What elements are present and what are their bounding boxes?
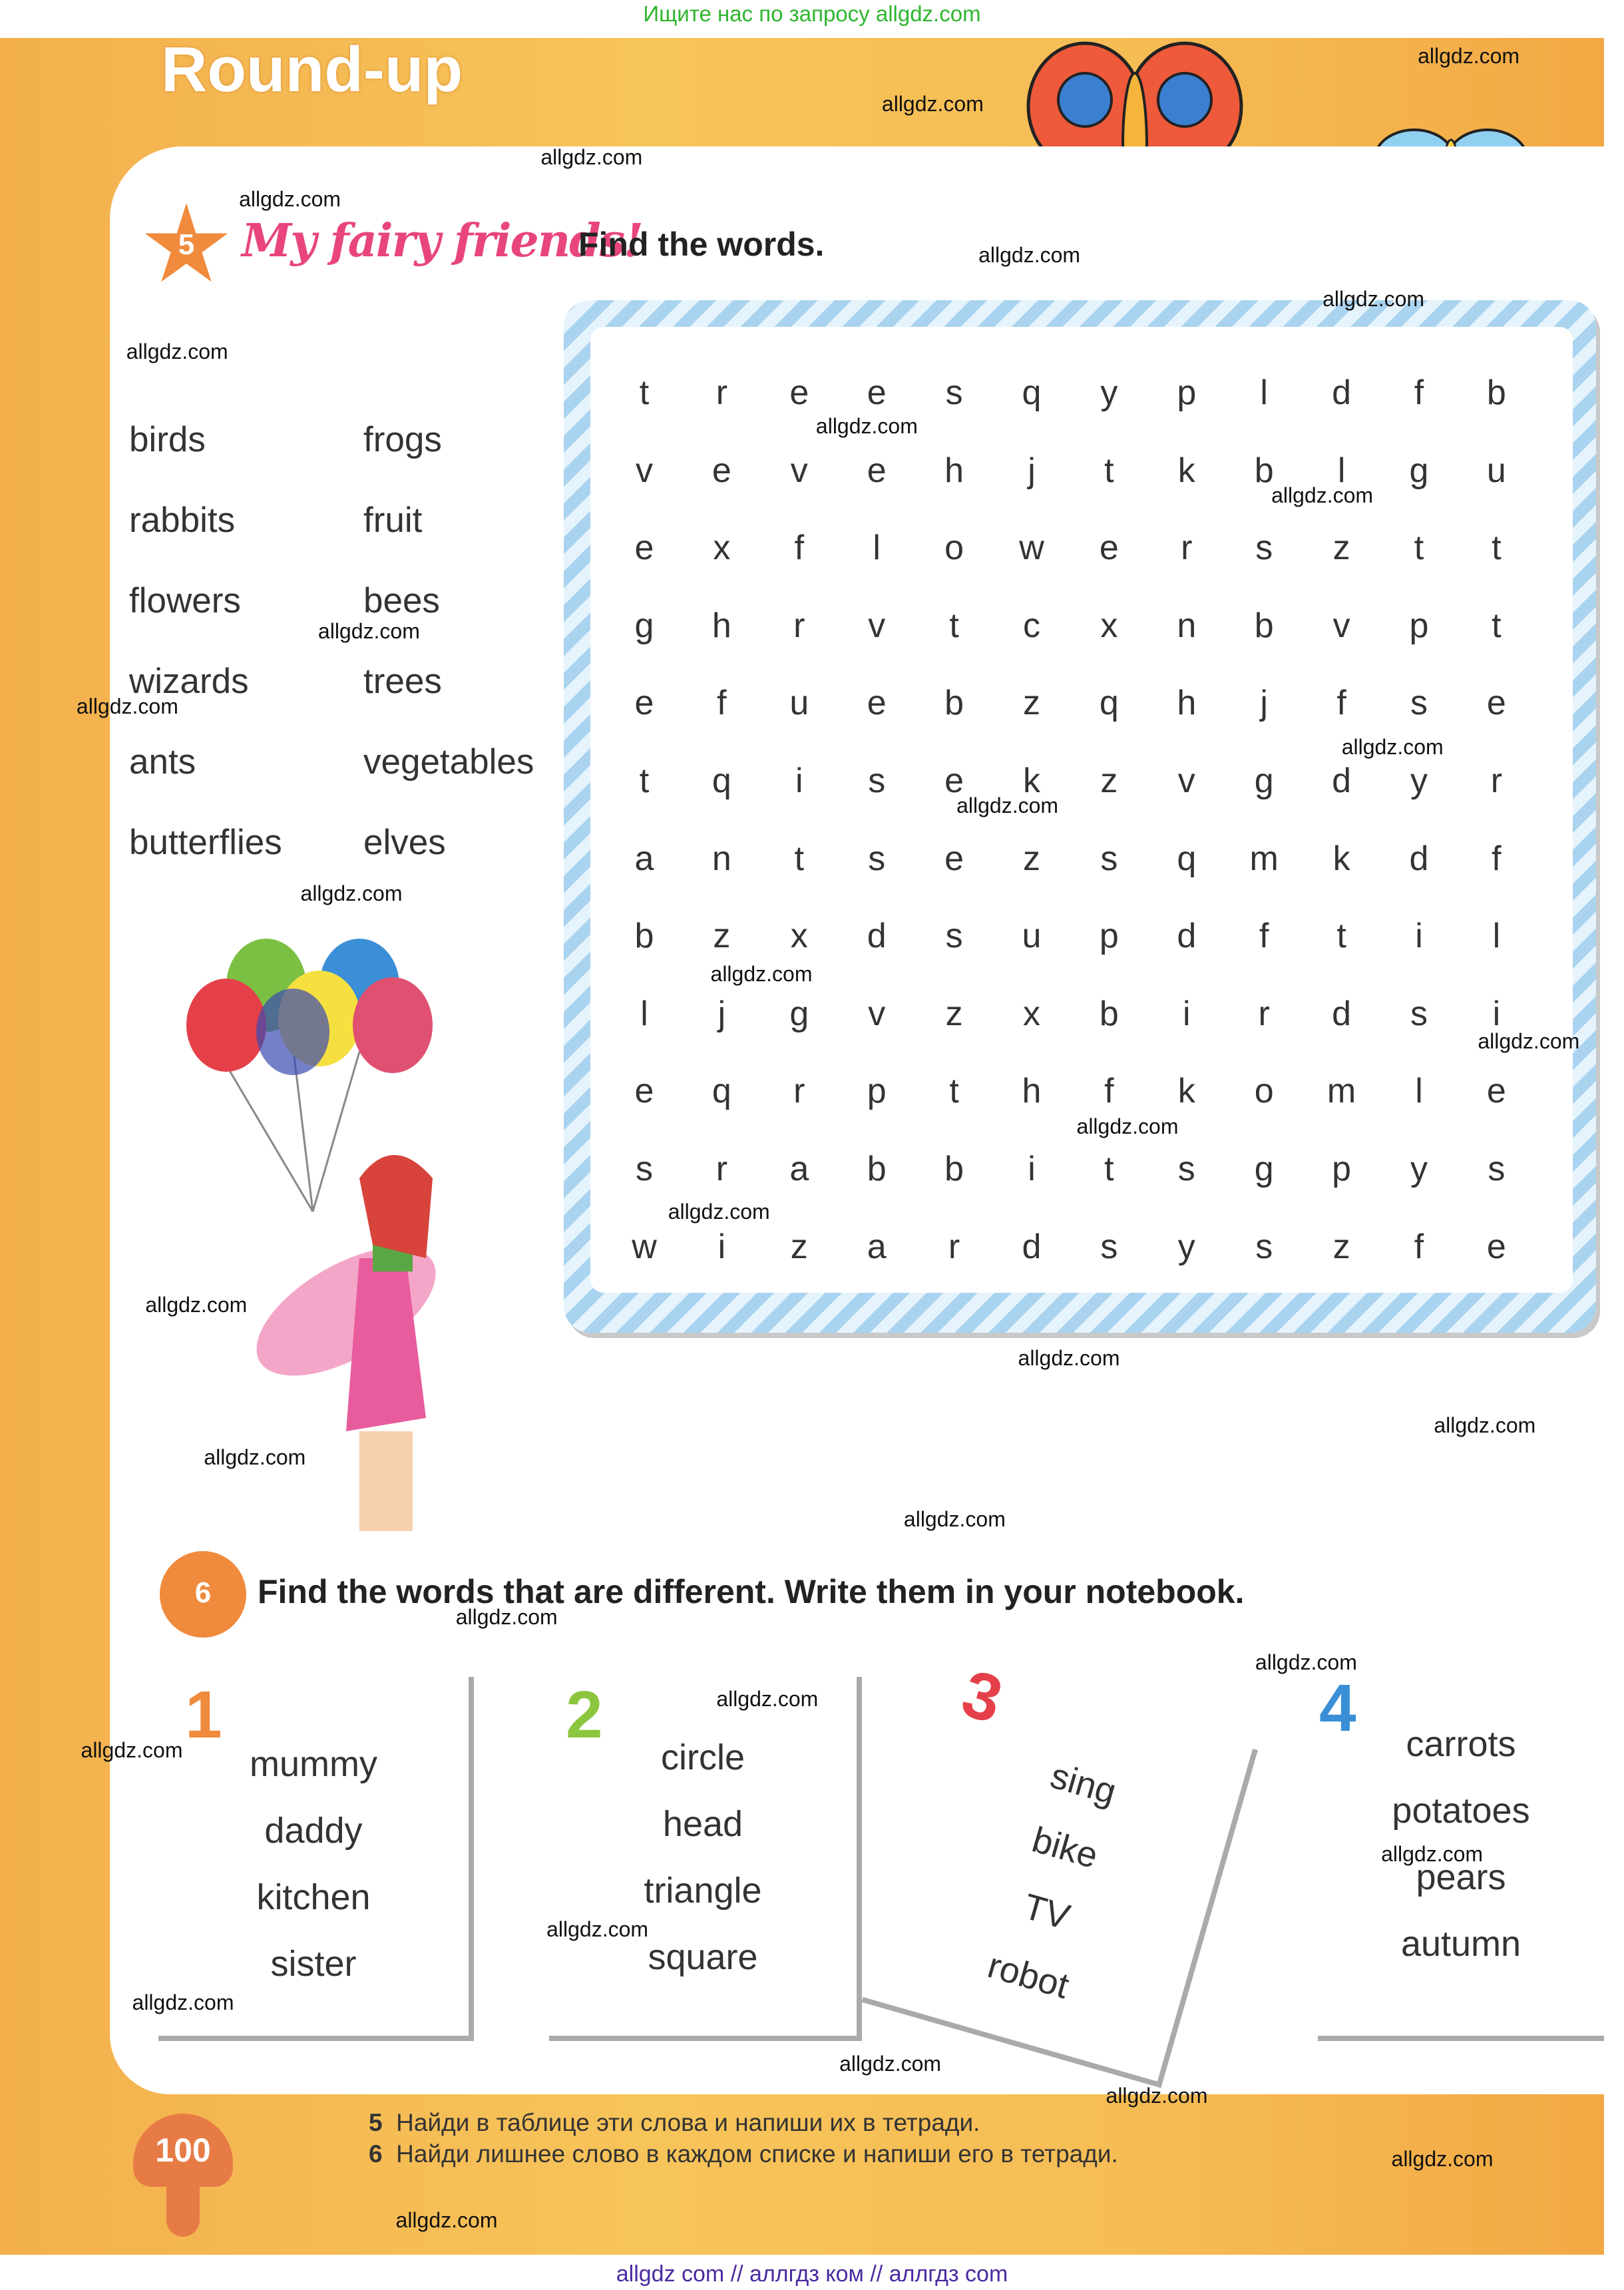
grid-letter: y (1177, 1227, 1195, 1266)
grid-letter: y (1410, 1150, 1428, 1188)
grid-letter: r (793, 606, 805, 645)
grid-letter: h (711, 606, 731, 645)
note-text: Найди в таблице эти слова и напиши их в тетради. (396, 2109, 980, 2136)
word-to-find: birds (129, 420, 206, 459)
footer-note-6 (369, 2138, 1118, 2170)
grid-letter: e (1099, 529, 1119, 568)
list-word: bike (1028, 1819, 1103, 1877)
grid-letter: t (639, 373, 650, 412)
grid-letter: v (790, 451, 808, 490)
list-word: sister (270, 1944, 357, 1984)
grid-letter: t (949, 606, 959, 645)
grid-letter: l (1260, 373, 1268, 412)
grid-letter: r (1490, 762, 1503, 800)
grid-letter: s (1255, 529, 1273, 568)
grid-letter: l (640, 994, 648, 1033)
grid-letter: q (1022, 373, 1042, 412)
grid-letter: s (1177, 1150, 1195, 1188)
word-to-find: elves (363, 823, 446, 862)
watermark: allgdz.com (317, 619, 420, 644)
grid-letter: d (1022, 1227, 1042, 1266)
grid-letter: s (1410, 994, 1428, 1033)
search-hint: Ищите нас по запросу allgdz.com (643, 1, 981, 26)
grid-letter: z (1023, 839, 1040, 878)
grid-letter: e (1486, 1072, 1506, 1111)
grid-letter: i (1492, 994, 1501, 1033)
watermark: allgdz.com (239, 187, 341, 212)
grid-letter: e (944, 839, 964, 878)
grid-letter: n (711, 839, 731, 878)
grid-letter: z (1100, 762, 1118, 800)
grid-letter: r (715, 373, 728, 412)
grid-letter: t (1414, 529, 1424, 568)
watermark: allgdz.com (956, 794, 1059, 818)
grid-letter: e (867, 451, 887, 490)
list-word: square (648, 1937, 758, 1977)
grid-letter: e (1486, 684, 1506, 723)
grid-letter: h (1177, 684, 1197, 723)
watermark: allgdz.com (81, 1738, 183, 1763)
watermark: allgdz.com (1255, 1650, 1357, 1675)
list-word: autumn (1400, 1924, 1522, 1964)
watermark: allgdz.com (668, 1199, 770, 1224)
word-to-find: trees (363, 662, 442, 701)
watermark: allgdz.com (1391, 2147, 1494, 2171)
grid-letter: t (1104, 451, 1114, 490)
grid-letter: i (1415, 917, 1423, 956)
watermark: allgdz.com (1434, 1413, 1536, 1437)
grid-letter: k (1177, 1072, 1195, 1111)
list-word: kitchen (256, 1877, 371, 1917)
grid-letter: f (1104, 1072, 1114, 1111)
list-word: pears (1416, 1857, 1506, 1897)
grid-letter: d (1332, 762, 1352, 800)
watermark: allgdz.com (1106, 2084, 1208, 2108)
grid-letter: b (867, 1150, 887, 1188)
word-to-find: flowers (129, 581, 241, 620)
grid-letter: r (793, 1072, 805, 1111)
grid-letter: c (1023, 606, 1040, 645)
grid-letter: t (1104, 1150, 1114, 1188)
grid-letter: v (1332, 606, 1350, 645)
list-word: mummy (250, 1744, 377, 1784)
footer-notes (369, 2107, 1118, 2170)
grid-letter: p (867, 1072, 887, 1111)
grid-letter: g (789, 994, 809, 1033)
grid-letter: s (1410, 684, 1428, 723)
grid-letter: b (1099, 994, 1119, 1033)
grid-letter: l (873, 529, 881, 568)
word-to-find: rabbits (129, 501, 236, 540)
grid-letter: s (868, 762, 886, 800)
list-2 (549, 1677, 862, 2041)
watermark: allgdz.com (76, 694, 178, 718)
grid-letter: o (1254, 1072, 1274, 1111)
grid-letter: z (1332, 529, 1350, 568)
grid-letter: i (795, 762, 803, 800)
grid-letter: q (1099, 684, 1119, 723)
grid-letter: x (713, 529, 731, 568)
grid-letter: k (1332, 839, 1350, 878)
grid-letter: q (1177, 839, 1197, 878)
grid-letter: q (711, 762, 731, 800)
grid-letter: r (1258, 994, 1270, 1033)
list-1-number: 1 (185, 1678, 222, 1752)
grid-letter: j (1028, 451, 1036, 490)
grid-letter: h (944, 451, 964, 490)
list-word: potatoes (1392, 1791, 1530, 1831)
grid-letter: p (1177, 373, 1197, 412)
watermark: allgdz.com (716, 1687, 819, 1712)
watermark: allgdz.com (881, 92, 984, 116)
grid-letter: v (1177, 762, 1195, 800)
grid-letter: j (1260, 684, 1268, 723)
grid-letter: p (1409, 606, 1429, 645)
page-title: Round-up (161, 34, 463, 105)
watermark: allgdz.com (839, 2052, 942, 2076)
grid-letter: w (632, 1227, 657, 1266)
grid-letter: t (1336, 917, 1346, 956)
word-to-find: bees (363, 581, 440, 620)
watermark: allgdz.com (145, 1293, 248, 1317)
list-word: circle (660, 1737, 745, 1777)
grid-letter: r (715, 1150, 728, 1188)
grid-letter: e (867, 684, 887, 723)
word-to-find: butterflies (129, 823, 282, 862)
grid-letter: z (790, 1227, 808, 1266)
list-word: head (662, 1804, 743, 1844)
grid-letter: m (1326, 1072, 1356, 1111)
exercise-5-number: 5 (178, 228, 195, 261)
grid-letter: p (1099, 917, 1119, 956)
list-word: triangle (644, 1871, 762, 1911)
grid-letter: s (636, 1150, 653, 1188)
note-number: 6 (369, 2140, 383, 2168)
grid-letter: a (789, 1150, 809, 1188)
grid-letter: q (711, 1072, 731, 1111)
grid-letter: e (634, 1072, 654, 1111)
note-number: 5 (369, 2109, 383, 2136)
grid-letter: b (944, 1150, 964, 1188)
grid-letter: s (1100, 1227, 1118, 1266)
grid-letter: f (1336, 684, 1346, 723)
watermark: allgdz.com (903, 1506, 1006, 1531)
watermark: allgdz.com (1381, 1842, 1484, 1867)
word-to-find: wizards (129, 662, 249, 701)
list-2-number: 2 (566, 1678, 603, 1752)
list-4-number: 4 (1319, 1671, 1356, 1745)
exercise-6-instruction: Find the words that are different. Write them in your notebook. (258, 1573, 1245, 1610)
list-1 (158, 1677, 474, 2041)
grid-letter: k (1177, 451, 1195, 490)
list-word: sing (1046, 1755, 1121, 1813)
grid-letter: v (868, 606, 886, 645)
grid-letter: l (1492, 917, 1501, 956)
grid-letter: e (634, 529, 654, 568)
grid-letter: s (868, 839, 886, 878)
grid-letter: g (634, 606, 654, 645)
grid-letter: z (1332, 1227, 1350, 1266)
word-to-find: frogs (363, 420, 442, 459)
watermark: allgdz.com (1271, 483, 1374, 507)
grid-letter: p (1332, 1150, 1352, 1188)
grid-letter: d (1409, 839, 1429, 878)
grid-letter: f (1414, 1227, 1424, 1266)
grid-letter: y (1100, 373, 1118, 412)
grid-letter: e (711, 451, 731, 490)
word-to-find: fruit (363, 501, 423, 540)
list-word: robot (983, 1945, 1074, 2006)
watermark: allgdz.com (710, 962, 813, 987)
grid-letter: a (867, 1227, 887, 1266)
watermark: allgdz.com (815, 414, 918, 439)
note-text: Найди лишнее слово в каждом списке и напиши его в тетради. (396, 2140, 1118, 2168)
grid-letter: e (944, 762, 964, 800)
grid-letter: f (1414, 373, 1424, 412)
grid-letter: u (1486, 451, 1506, 490)
watermark: allgdz.com (132, 1990, 234, 2014)
grid-letter: s (945, 373, 963, 412)
grid-letter: t (639, 762, 650, 800)
grid-letter: d (1332, 373, 1352, 412)
grid-letter: e (634, 684, 654, 723)
grid-letter: e (1486, 1227, 1506, 1266)
grid-letter: k (1023, 762, 1040, 800)
grid-letter: x (1100, 606, 1118, 645)
grid-letter: z (1023, 684, 1040, 723)
word-to-find: vegetables (363, 742, 534, 782)
watermark: allgdz.com (1341, 735, 1444, 760)
grid-letter: b (944, 684, 964, 723)
grid-letter: n (1177, 606, 1197, 645)
mushroom-stem-icon (166, 2183, 200, 2237)
grid-letter: t (1492, 606, 1502, 645)
grid-letter: i (1028, 1150, 1036, 1188)
word-to-find: ants (129, 742, 196, 782)
grid-letter: x (790, 917, 808, 956)
grid-letter: b (1254, 451, 1274, 490)
watermark: allgdz.com (1322, 287, 1425, 311)
watermark: allgdz.com (204, 1445, 306, 1470)
watermark: allgdz.com (395, 2208, 498, 2233)
watermark: allgdz.com (1018, 1345, 1120, 1370)
grid-letter: f (794, 529, 805, 568)
grid-letter: b (1254, 606, 1274, 645)
grid-letter: l (1415, 1072, 1423, 1111)
grid-letter: e (867, 373, 887, 412)
grid-letter: t (1492, 529, 1502, 568)
grid-letter: d (867, 917, 887, 956)
bottom-watermark-note: allgdz com // аллгдз ком // аллгдз com (616, 2261, 1008, 2287)
grid-letter: g (1254, 762, 1274, 800)
grid-letter: z (945, 994, 963, 1033)
grid-letter: t (949, 1072, 959, 1111)
watermark: allgdz.com (546, 1917, 649, 1941)
grid-letter: d (1177, 917, 1197, 956)
grid-letter: f (717, 684, 727, 723)
watermark: allgdz.com (455, 1605, 558, 1629)
grid-letter: w (1019, 529, 1044, 568)
watermark: allgdz.com (126, 340, 228, 364)
grid-letter: u (1022, 917, 1042, 956)
grid-letter: t (794, 839, 805, 878)
grid-letter: u (789, 684, 809, 723)
grid-letter: j (717, 994, 726, 1033)
list-word: TV (1019, 1886, 1075, 1938)
grid-letter: s (1488, 1150, 1506, 1188)
list-3-number: 3 (954, 1656, 1010, 1738)
grid-letter: v (868, 994, 886, 1033)
page-number: 100 (133, 2114, 233, 2187)
watermark: allgdz.com (1076, 1114, 1179, 1138)
grid-letter: b (1486, 373, 1506, 412)
grid-letter: f (1492, 839, 1502, 878)
watermark: allgdz.com (1478, 1029, 1580, 1054)
watermark: allgdz.com (300, 881, 403, 906)
watermark: allgdz.com (1418, 43, 1520, 68)
grid-letter: a (634, 839, 654, 878)
grid-letter: d (1332, 994, 1352, 1033)
grid-letter: v (636, 451, 653, 490)
grid-letter: i (717, 1227, 726, 1266)
list-word: daddy (264, 1811, 363, 1851)
grid-letter: z (713, 917, 731, 956)
grid-letter: r (948, 1227, 960, 1266)
exercise-6-number: 6 (194, 1576, 212, 1609)
list-word: carrots (1406, 1724, 1516, 1764)
exercise-5-instruction: Find the words. (578, 226, 825, 263)
grid-letter: e (789, 373, 809, 412)
grid-letter: r (1181, 529, 1193, 568)
footer-note-5 (369, 2107, 1118, 2138)
grid-letter: o (944, 529, 964, 568)
watermark: allgdz.com (540, 144, 643, 169)
grid-letter: s (1100, 839, 1118, 878)
grid-letter: b (634, 917, 654, 956)
grid-letter: s (1255, 1227, 1273, 1266)
exercise-5-heading: My fairy friends! (242, 214, 642, 268)
grid-letter: y (1410, 762, 1428, 800)
grid-letter: g (1254, 1150, 1274, 1188)
grid-letter: f (1259, 917, 1269, 956)
grid-letter: l (1337, 451, 1346, 490)
grid-letter: s (945, 917, 963, 956)
grid-letter: h (1022, 1072, 1042, 1111)
watermark: allgdz.com (978, 243, 1081, 267)
grid-letter: m (1249, 839, 1279, 878)
grid-letter: x (1023, 994, 1040, 1033)
grid-letter: g (1409, 451, 1429, 490)
grid-letter: i (1183, 994, 1191, 1033)
fairy-with-balloons-illustration (93, 912, 559, 1544)
